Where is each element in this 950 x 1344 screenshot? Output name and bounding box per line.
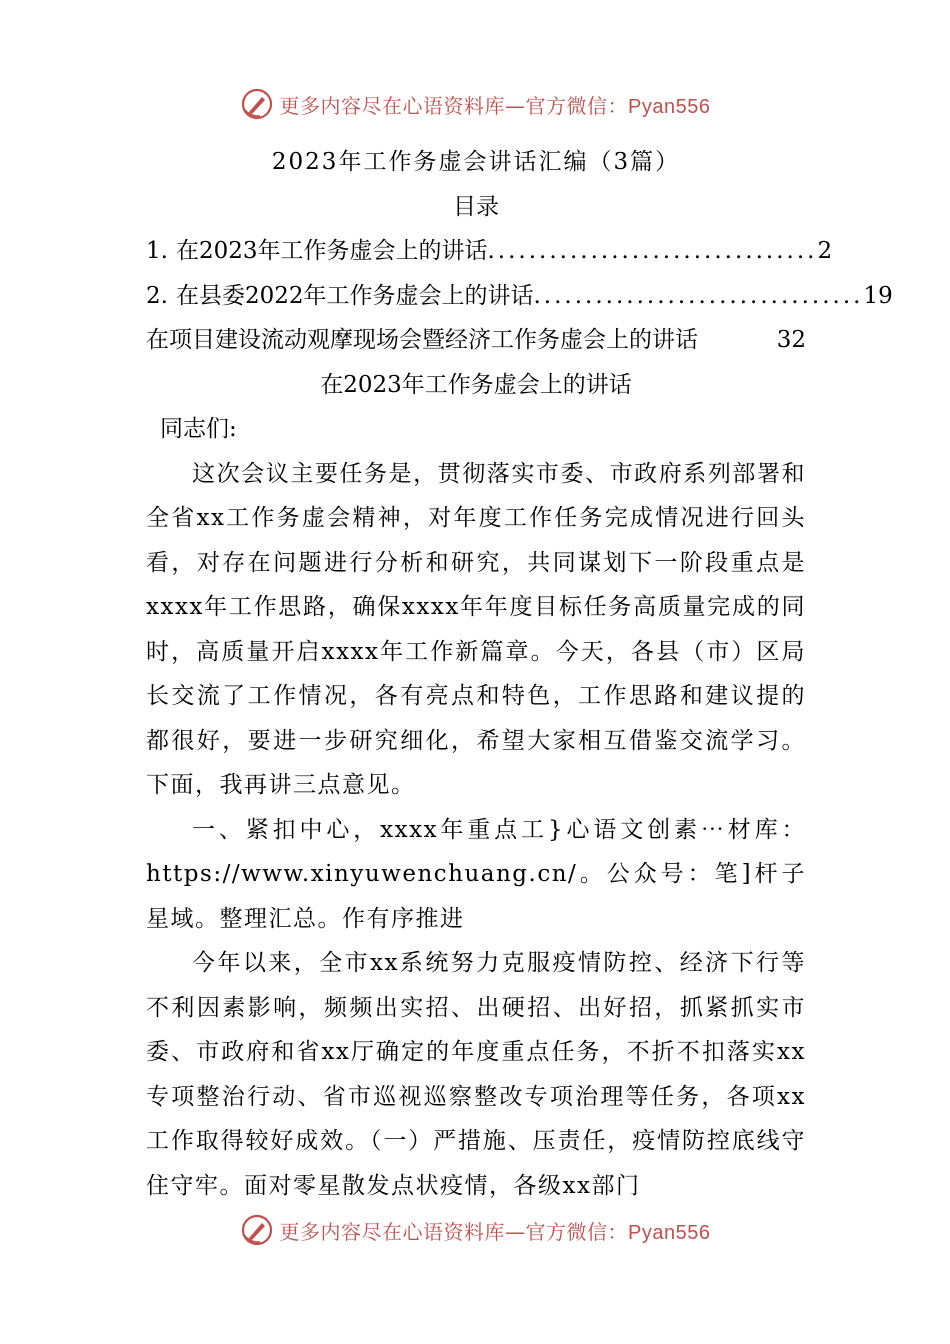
top-watermark-banner [0, 82, 950, 126]
toc-entry[interactable] [146, 274, 893, 319]
toc-entry-number: 1. [146, 238, 168, 264]
greeting: 同志们: [160, 416, 237, 442]
toc-entry[interactable] [146, 229, 833, 274]
pen-logo-icon [240, 1213, 274, 1247]
toc-entry-number: 2. [146, 282, 168, 309]
body-paragraph: 这次会议主要任务是，贯彻落实市委、市政府系列部署和全省xx工作务虚会精神，对年度工作任务完成情况进行回头看，对存在问题进行分析和研究，共同谋划下一阶段重点是xxxx年工作思路，确保xxxx年年度目标任务高质量完成的同时，高质量开启xxxx年工作新篇章。今天，各县（市）区局长交流了工作情况，各有亮点和特色，工作思路和建议提的都很好，要进一步研究细化，希望大家相互借鉴交流学习。下面，我再讲三点意见。 [146, 460, 806, 798]
toc-heading: 目录 [453, 193, 499, 220]
document-title: 2023年工作务虚会讲话汇编（3篇） [271, 149, 681, 175]
pen-logo-icon [240, 87, 274, 121]
toc-leader-dots: ................................ [533, 282, 864, 309]
toc-entry-page: 2 [817, 238, 833, 264]
bottom-watermark-banner [0, 1208, 950, 1252]
body-paragraph: 一、紧扣中心，xxxx年重点工}心语文创素⋯材库：https://www.xinyuwenchuang.cn/。公众号：笔]杆子星域。整理汇总。作有序推进 [146, 816, 806, 932]
toc-entry-label: 在县委2022年工作务虚会上的讲话 [175, 282, 534, 309]
body-paragraph: 今年以来，全市xx系统努力克服疫情防控、经济下行等不利因素影响，频频出实招、出硬招、出好招，抓紧抓实市委、市政府和省xx厅确定的年度重点任务，不折不扣落实xx专项整治行动、省市巡视巡察整改专项治理等任务，各项xx工作取得较好成效。（一）严措施、压责任，疫情防控底线守住守牢。面对零星散发点状疫情，各级xx部门 [146, 950, 806, 1199]
toc-entry-label: 在2023年工作务虚会上的讲话 [175, 238, 488, 264]
document-body [146, 140, 893, 1208]
toc-entry-page: 32 [776, 327, 806, 353]
toc-leader-dots: ................................ [487, 238, 818, 264]
toc-entry-page: 19 [863, 282, 893, 309]
watermark-text: 更多内容尽在心语资料库—官方微信：Pyan556 [279, 1219, 711, 1244]
watermark-text: 更多内容尽在心语资料库—官方微信：Pyan556 [279, 93, 711, 118]
toc-entry-label: 在项目建设流动观摩现场会暨经济工作务虚会上的讲话 [146, 327, 698, 353]
toc-entry[interactable] [146, 318, 806, 363]
section-title: 在2023年工作务虚会上的讲话 [320, 371, 632, 398]
